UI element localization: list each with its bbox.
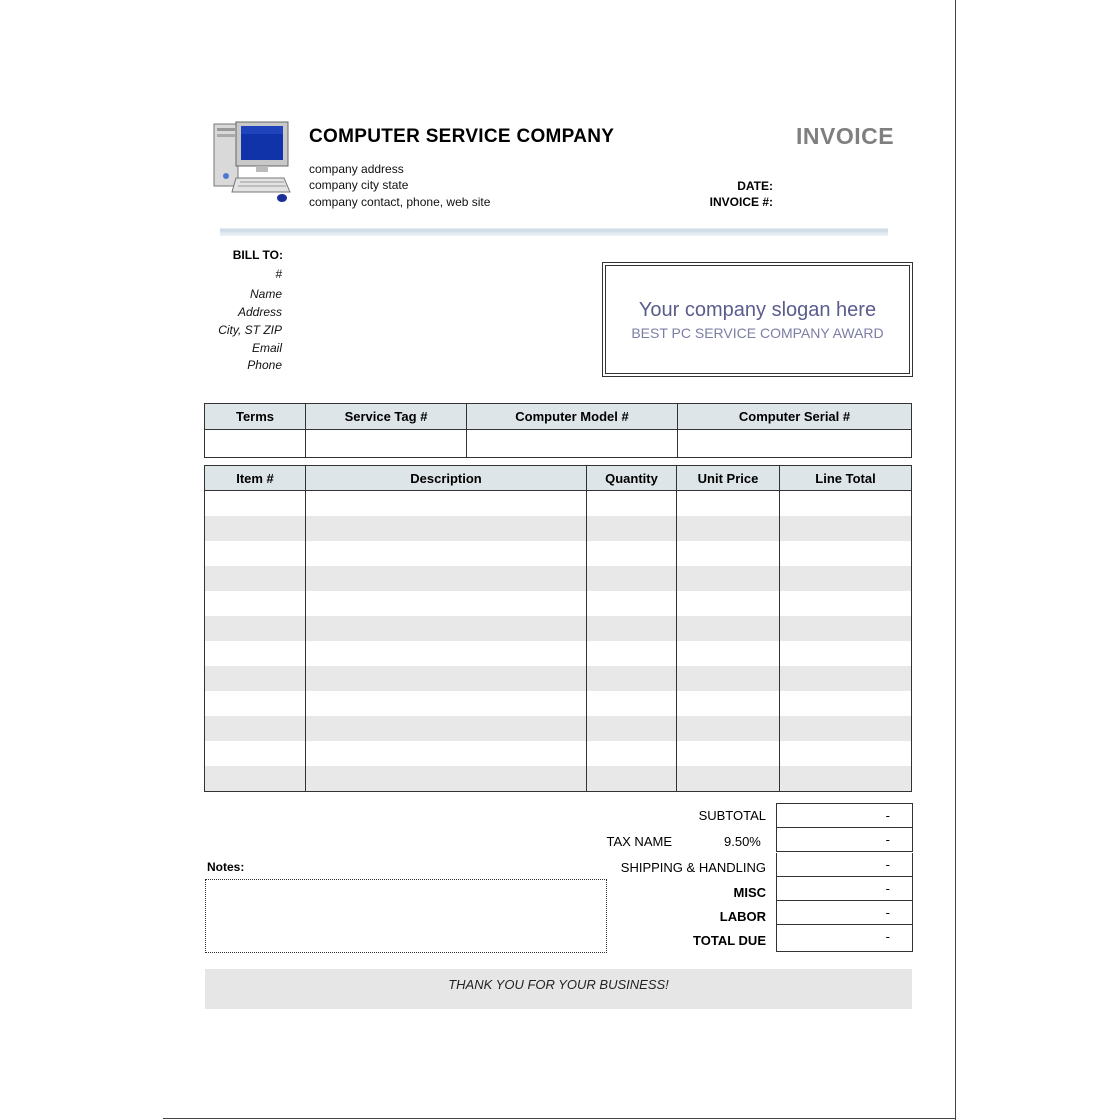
table-row xyxy=(205,691,912,716)
description-header: Description xyxy=(306,466,587,491)
line-total-cell[interactable] xyxy=(780,491,912,517)
company-city-state: company city state xyxy=(309,178,409,192)
item-number-cell[interactable] xyxy=(205,591,306,616)
labor-label: LABOR xyxy=(719,909,766,924)
unit-price-cell[interactable] xyxy=(677,541,780,566)
item-number-cell[interactable] xyxy=(205,491,306,517)
line-total-cell[interactable] xyxy=(780,616,912,641)
company-contact: company contact, phone, web site xyxy=(309,195,491,209)
terms-table xyxy=(204,403,912,458)
computer-model-header: Computer Model # xyxy=(467,404,678,430)
description-cell[interactable] xyxy=(306,766,587,792)
computer-model-cell[interactable] xyxy=(467,430,678,458)
subtotal-label: SUBTOTAL xyxy=(698,808,766,823)
description-cell[interactable] xyxy=(306,566,587,591)
total-due-value-box[interactable] xyxy=(776,925,913,952)
table-row xyxy=(205,716,912,741)
unit-price-cell[interactable] xyxy=(677,666,780,691)
subtotal-value: - xyxy=(885,808,890,823)
slogan-box xyxy=(605,265,910,374)
item-number-cell[interactable] xyxy=(205,516,306,541)
misc-value: - xyxy=(885,881,890,896)
item-number-cell[interactable] xyxy=(205,616,306,641)
company-address: company address xyxy=(309,162,404,176)
quantity-cell[interactable] xyxy=(587,691,677,716)
item-number-cell[interactable] xyxy=(205,691,306,716)
description-cell[interactable] xyxy=(306,666,587,691)
quantity-cell[interactable] xyxy=(587,491,677,517)
tax-name-label: TAX NAME xyxy=(606,834,672,849)
description-cell[interactable] xyxy=(306,616,587,641)
description-cell[interactable] xyxy=(306,516,587,541)
items-table xyxy=(204,465,912,792)
terms-cell[interactable] xyxy=(205,430,306,458)
quantity-cell[interactable] xyxy=(587,741,677,766)
bill-to-city-label: City, ST ZIP xyxy=(218,323,282,337)
table-row xyxy=(205,591,912,616)
unit-price-cell[interactable] xyxy=(677,741,780,766)
line-total-cell[interactable] xyxy=(780,516,912,541)
date-label: DATE: xyxy=(737,179,773,193)
description-cell[interactable] xyxy=(306,591,587,616)
item-number-cell[interactable] xyxy=(205,766,306,792)
table-row xyxy=(205,616,912,641)
table-row xyxy=(205,541,912,566)
unit-price-cell[interactable] xyxy=(677,616,780,641)
shipping-label: SHIPPING & HANDLING xyxy=(620,860,766,875)
line-total-cell[interactable] xyxy=(780,641,912,666)
misc-value-box[interactable] xyxy=(776,877,913,901)
slogan-main: Your company slogan here xyxy=(638,299,877,321)
page-edge-right xyxy=(955,0,956,1120)
quantity-cell[interactable] xyxy=(587,516,677,541)
company-name: COMPUTER SERVICE COMPANY xyxy=(309,126,615,147)
item-number-header: Item # xyxy=(205,466,306,491)
tax-value-box[interactable] xyxy=(776,828,913,852)
notes-label: Notes: xyxy=(207,860,245,874)
labor-value: - xyxy=(885,905,890,920)
shipping-value: - xyxy=(885,857,890,872)
page-edge-bottom xyxy=(163,1118,956,1119)
table-row xyxy=(205,766,912,792)
item-number-cell[interactable] xyxy=(205,666,306,691)
unit-price-cell[interactable] xyxy=(677,641,780,666)
computer-icon xyxy=(212,120,292,204)
computer-serial-header: Computer Serial # xyxy=(678,404,912,430)
slogan-award: BEST PC SERVICE COMPANY AWARD xyxy=(631,325,884,341)
quantity-cell[interactable] xyxy=(587,591,677,616)
table-row xyxy=(205,516,912,541)
unit-price-cell[interactable] xyxy=(677,691,780,716)
unit-price-cell[interactable] xyxy=(677,766,780,792)
misc-label: MISC xyxy=(733,885,766,900)
line-total-cell[interactable] xyxy=(780,741,912,766)
quantity-cell[interactable] xyxy=(587,566,677,591)
tax-value: - xyxy=(885,832,890,847)
quantity-cell[interactable] xyxy=(587,641,677,666)
notes-box[interactable] xyxy=(205,879,607,953)
header-divider xyxy=(220,228,888,236)
table-row xyxy=(205,666,912,691)
description-cell[interactable] xyxy=(306,716,587,741)
bill-to-address-label: Address xyxy=(237,305,282,319)
quantity-cell[interactable] xyxy=(587,766,677,792)
thank-you-bar xyxy=(205,969,912,1009)
line-total-cell[interactable] xyxy=(780,591,912,616)
description-cell[interactable] xyxy=(306,741,587,766)
shipping-value-box[interactable] xyxy=(776,853,913,877)
total-due-label: TOTAL DUE xyxy=(693,933,766,948)
invoice-number-label: INVOICE #: xyxy=(709,195,773,209)
bill-to-number-label: # xyxy=(275,267,282,281)
service-tag-cell[interactable] xyxy=(306,430,467,458)
unit-price-cell[interactable] xyxy=(677,491,780,517)
subtotal-value-box[interactable] xyxy=(776,803,913,828)
line-total-cell[interactable] xyxy=(780,691,912,716)
bill-to-title: BILL TO: xyxy=(232,248,283,262)
quantity-cell[interactable] xyxy=(587,616,677,641)
unit-price-cell[interactable] xyxy=(677,516,780,541)
description-cell[interactable] xyxy=(306,541,587,566)
labor-value-box[interactable] xyxy=(776,901,913,925)
unit-price-cell[interactable] xyxy=(677,566,780,591)
quantity-cell[interactable] xyxy=(587,666,677,691)
invoice-title: INVOICE xyxy=(796,123,895,149)
quantity-header: Quantity xyxy=(587,466,677,491)
item-number-cell[interactable] xyxy=(205,641,306,666)
table-row xyxy=(205,491,912,517)
terms-header: Terms xyxy=(205,404,306,430)
line-total-cell[interactable] xyxy=(780,716,912,741)
unit-price-cell[interactable] xyxy=(677,591,780,616)
line-total-cell[interactable] xyxy=(780,666,912,691)
item-number-cell[interactable] xyxy=(205,741,306,766)
table-row xyxy=(205,741,912,766)
service-tag-header: Service Tag # xyxy=(306,404,467,430)
description-cell[interactable] xyxy=(306,491,587,517)
bill-to-phone-label: Phone xyxy=(247,358,282,372)
thank-you-text: THANK YOU FOR YOUR BUSINESS! xyxy=(448,977,669,992)
item-number-cell[interactable] xyxy=(205,566,306,591)
line-total-header: Line Total xyxy=(780,466,912,491)
item-number-cell[interactable] xyxy=(205,716,306,741)
line-total-cell[interactable] xyxy=(780,766,912,792)
unit-price-cell[interactable] xyxy=(677,716,780,741)
quantity-cell[interactable] xyxy=(587,716,677,741)
tax-rate: 9.50% xyxy=(724,834,761,849)
item-number-cell[interactable] xyxy=(205,541,306,566)
table-row xyxy=(205,566,912,591)
description-cell[interactable] xyxy=(306,691,587,716)
line-total-cell[interactable] xyxy=(780,541,912,566)
table-row xyxy=(205,641,912,666)
unit-price-header: Unit Price xyxy=(677,466,780,491)
bill-to-email-label: Email xyxy=(251,341,282,355)
quantity-cell[interactable] xyxy=(587,541,677,566)
description-cell[interactable] xyxy=(306,641,587,666)
line-total-cell[interactable] xyxy=(780,566,912,591)
computer-serial-cell[interactable] xyxy=(678,430,912,458)
total-due-value: - xyxy=(885,929,890,944)
bill-to-name-label: Name xyxy=(249,287,282,301)
